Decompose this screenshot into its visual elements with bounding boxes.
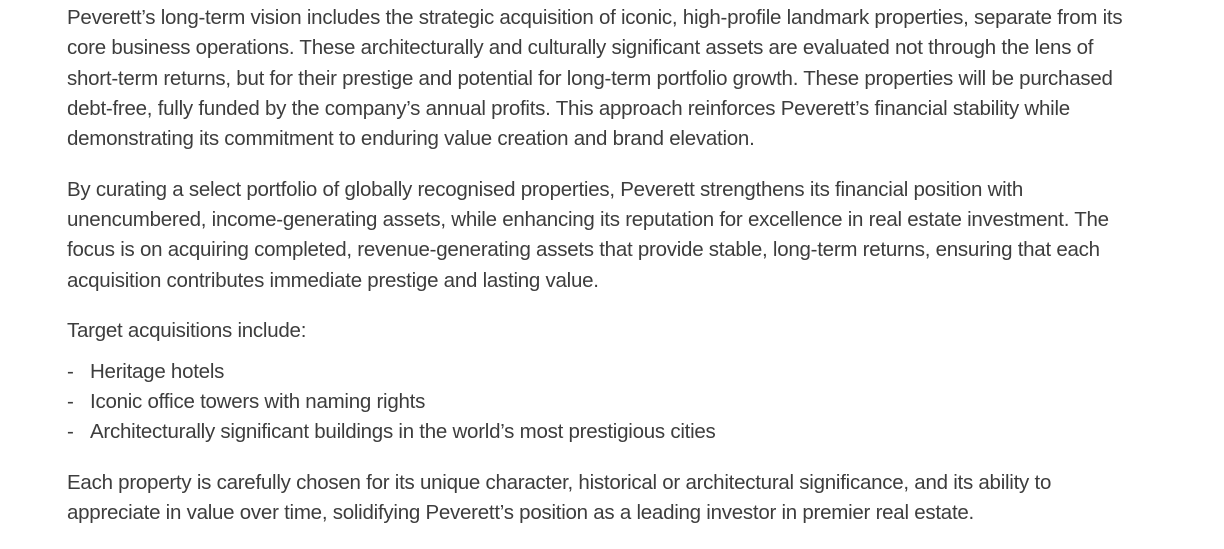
paragraph-portfolio: By curating a select portfolio of globally recognised properties, Peverett strengthens its financial position with unencumbered, income-generating assets, while enhancing its reputation for excellence in real estate investment. The focus is on acquiring completed, revenue-generating assets that provide stable, long-term returns, ensuring that each acquisition contributes immediate prestige and lasting value. xyxy=(67,177,1109,292)
paragraph-vision: Peverett’s long-term vision includes the strategic acquisition of iconic, high-profile landmark properties, separate from its core business operations. These architecturally and culturally significant assets are evaluated not through the lens of short-term returns, but for their prestige and potential for long-term portfolio growth. These properties will be purchased debt-free, fully funded by the company’s annual profits. This approach reinforces Peverett’s financial stability while demonstrating its commitment to enduring value creation and brand elevation. xyxy=(67,6,1123,151)
bullet-marker: - xyxy=(67,359,74,383)
list-item-text: Heritage hotels xyxy=(90,359,225,383)
list-item xyxy=(67,417,1147,447)
target-acquisitions-list xyxy=(67,357,1147,448)
bullet-marker: - xyxy=(67,420,74,444)
list-item xyxy=(67,387,1147,417)
list-intro: Target acquisitions include: xyxy=(67,319,307,343)
paragraph-closing: Each property is carefully chosen for its unique character, historical or architectural significance, and its ability to appreciate in value over time, solidifying Peverett’s position as a leading investor in premier real estate. xyxy=(67,471,1052,525)
document-body xyxy=(67,3,1147,549)
bullet-marker: - xyxy=(67,390,74,414)
list-item-text: Architecturally significant buildings in the world’s most prestigious cities xyxy=(90,420,716,444)
list-item xyxy=(67,357,1147,387)
list-item-text: Iconic office towers with naming rights xyxy=(90,390,426,414)
